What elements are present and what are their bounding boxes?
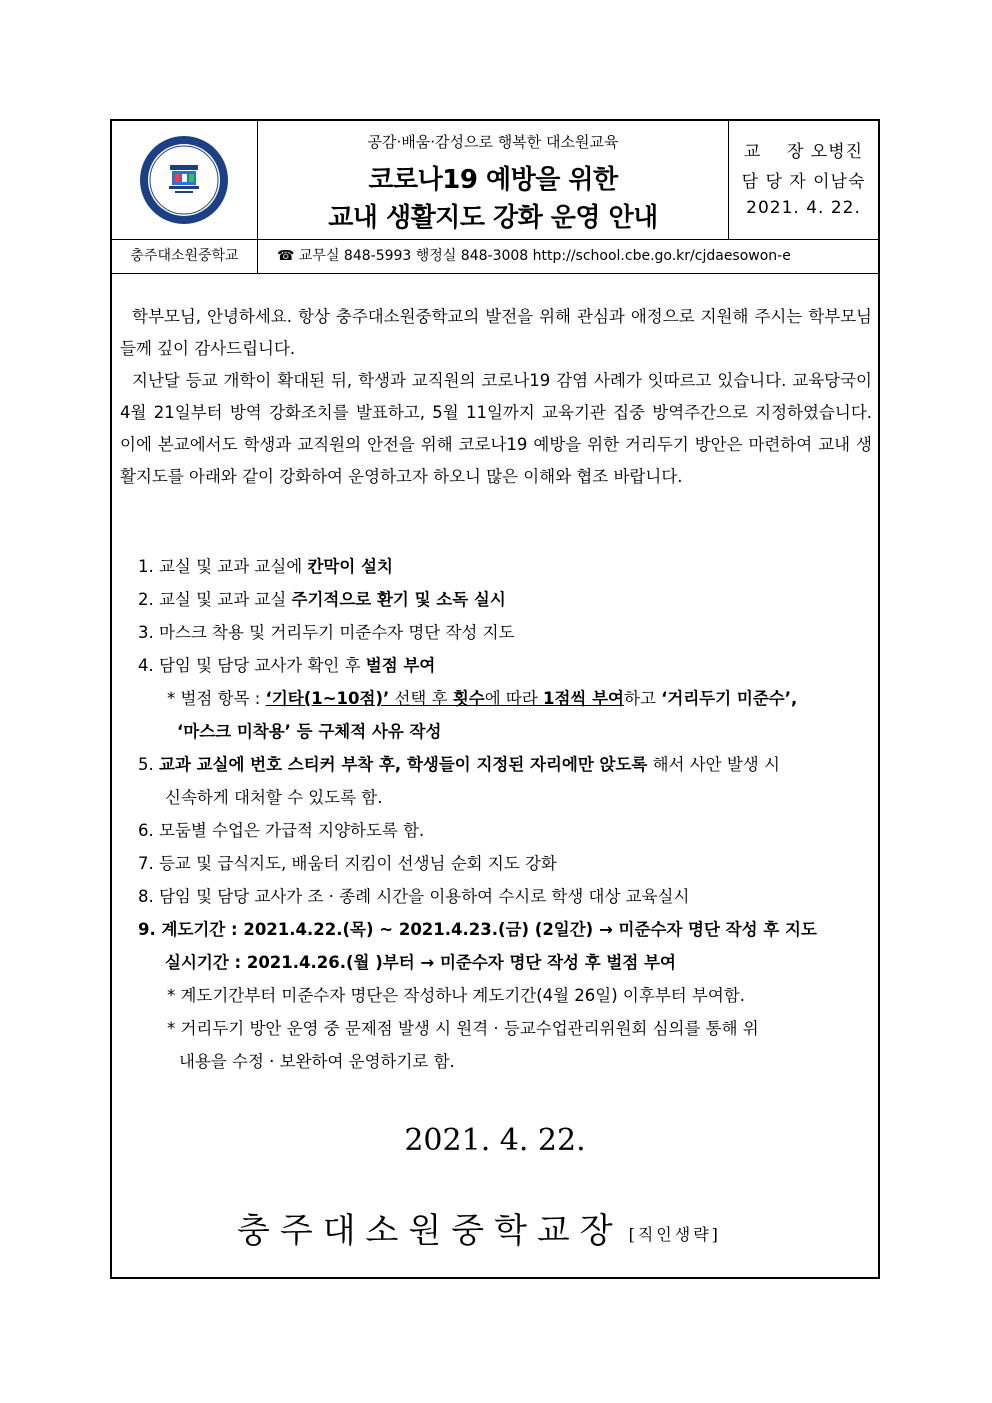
note-count: 횟수 [452, 689, 485, 708]
list-item-5-bold: 교과 교실에 번호 스티커 부착 후, 학생들이 지정된 자리에만 앉도록 [159, 755, 648, 774]
list-item-2-text: 2. 교실 및 교과 교실 [138, 590, 292, 609]
guidance-period: 9. 계도기간 : 2021.4.22.(목) ~ 2021.4.23.(금) (2일간) → 미준수자 명단 작성 후 지도 [138, 920, 817, 939]
contact-text: 교무실 848-5993 행정실 848-3008 http://school.cbe.go.kr/cjdaesowon-e [298, 248, 791, 264]
seal-note: [직인생략] [628, 1224, 721, 1244]
list-item-9-note-2: * 거리두기 방안 운영 중 문제점 발생 시 원격 · 등교수업관리위원회 심의를 통해 위 [167, 1019, 759, 1038]
enforcement-period: 실시기간 : 2021.4.26.(월 )부터 → 미준수자 명단 작성 후 벌점 부여 [165, 953, 676, 972]
list-item-1-bold: 칸막이 설치 [307, 557, 393, 576]
list-item-3: 3. 마스크 착용 및 거리두기 미준수자 명단 작성 지도 [138, 623, 515, 642]
notice-document [110, 119, 880, 1279]
list-item-8: 8. 담임 및 담당 교사가 조 · 종례 시간을 이용하여 수시로 학생 대상 교육실시 [138, 887, 690, 906]
contact-info [277, 240, 791, 273]
list-item-2 [138, 584, 506, 616]
list-item-4-note-line-2 [177, 716, 441, 748]
list-item-6: 6. 모둠별 수업은 가급적 지양하도록 함. [138, 821, 425, 840]
list-item-4-bold: 벌점 부여 [365, 656, 436, 675]
note-text: 선택 후 [389, 689, 453, 708]
note-text-3: 하고 [624, 689, 662, 708]
note-category: ‘기타(1~10점)’ [265, 689, 390, 708]
intro-paragraph-2: 지난달 등교 개학이 확대된 뒤, 학생과 교직원의 코로나19 감염 사례가 잇따르고 있습니다. 교육당국이 4월 21일부터 방역 강화조치를 발표하고, 5월 11일까지 교육기관 집중 방역주간으로 지정하였습니다. 이에 본교에서도 학생과 교직원의 안전을 위해 코로나19 예방을 위한 거리두기 방안은 마련하여 교내 생활지도를 아래와 같이 강화하여 운영하고자 하오니 많은 이해와 협조 바랍니다. [120, 371, 872, 486]
phone-icon: ☎ [277, 248, 295, 264]
list-item-1-text: 1. 교실 및 교과 교실에 [138, 557, 308, 576]
list-item-5-tail: 해서 사안 발생 시 [647, 755, 780, 774]
note-text-2: 에 따라 [484, 689, 544, 708]
list-item-9-note-2-line-2: 내용을 수정 · 보완하여 운영하기로 함. [179, 1052, 455, 1071]
header-table [112, 121, 878, 240]
note-reason-2: ‘마스크 미착용’ 등 구체적 사유 작성 [177, 722, 442, 741]
notice-body [120, 301, 872, 1071]
list-item-1 [138, 551, 393, 583]
principal-signature [237, 1203, 721, 1252]
list-item-4-note [167, 683, 797, 715]
list-item-7: 7. 등교 및 급식지도, 배움터 지킴이 선생님 순회 지도 강화 [138, 854, 557, 873]
list-item-5-line-2: 신속하게 대처할 수 있도록 함. [165, 788, 383, 807]
header-date: 2021. 4. 22. [746, 198, 861, 218]
note-reason-1: ‘거리두기 미준수’, [661, 689, 798, 708]
list-item-9-note-1: * 계도기간부터 미준수자 명단은 작성하나 계도기간(4월 26일) 이후부터 부여함. [167, 986, 745, 1005]
list-item-4-text: 4. 담임 및 담당 교사가 확인 후 [138, 656, 366, 675]
school-name: 충주대소원중학교 [112, 240, 258, 273]
title-line-1: 코로나19 예방을 위한 [368, 165, 618, 195]
motto: 공감·배움·감성으로 행복한 대소원교육 [367, 133, 619, 151]
principal-line: 교 장 오병진 [743, 142, 864, 162]
list-item-4 [138, 650, 435, 682]
school-logo-icon [139, 135, 229, 225]
manager-line: 담 당 자 이남숙 [741, 172, 866, 192]
intro-paragraph-1: 학부모님, 안녕하세요. 항상 충주대소원중학교의 발전을 위해 관심과 애정으로 지원해 주시는 학부모님들께 깊이 감사드립니다. [120, 307, 872, 358]
signature-text: 충주대소원중학교장 [237, 1211, 623, 1251]
list-item-9 [138, 914, 817, 946]
title-cell [258, 121, 729, 239]
footer-date: 2021. 4. 22. [404, 1123, 586, 1158]
list-item-5 [138, 749, 780, 781]
note-points: 1점씩 부여 [543, 689, 624, 708]
list-item-5-number: 5. [138, 755, 159, 774]
list-item-2-bold: 주기적으로 환기 및 소독 실시 [291, 590, 506, 609]
list-item-9-line-2 [165, 947, 676, 979]
subheader-row [112, 240, 878, 274]
note-label: * 벌점 항목 : [167, 689, 266, 708]
logo-cell [112, 121, 258, 239]
approval-cell [729, 121, 878, 239]
title-line-2: 교내 생활지도 강화 운영 안내 [328, 203, 658, 233]
